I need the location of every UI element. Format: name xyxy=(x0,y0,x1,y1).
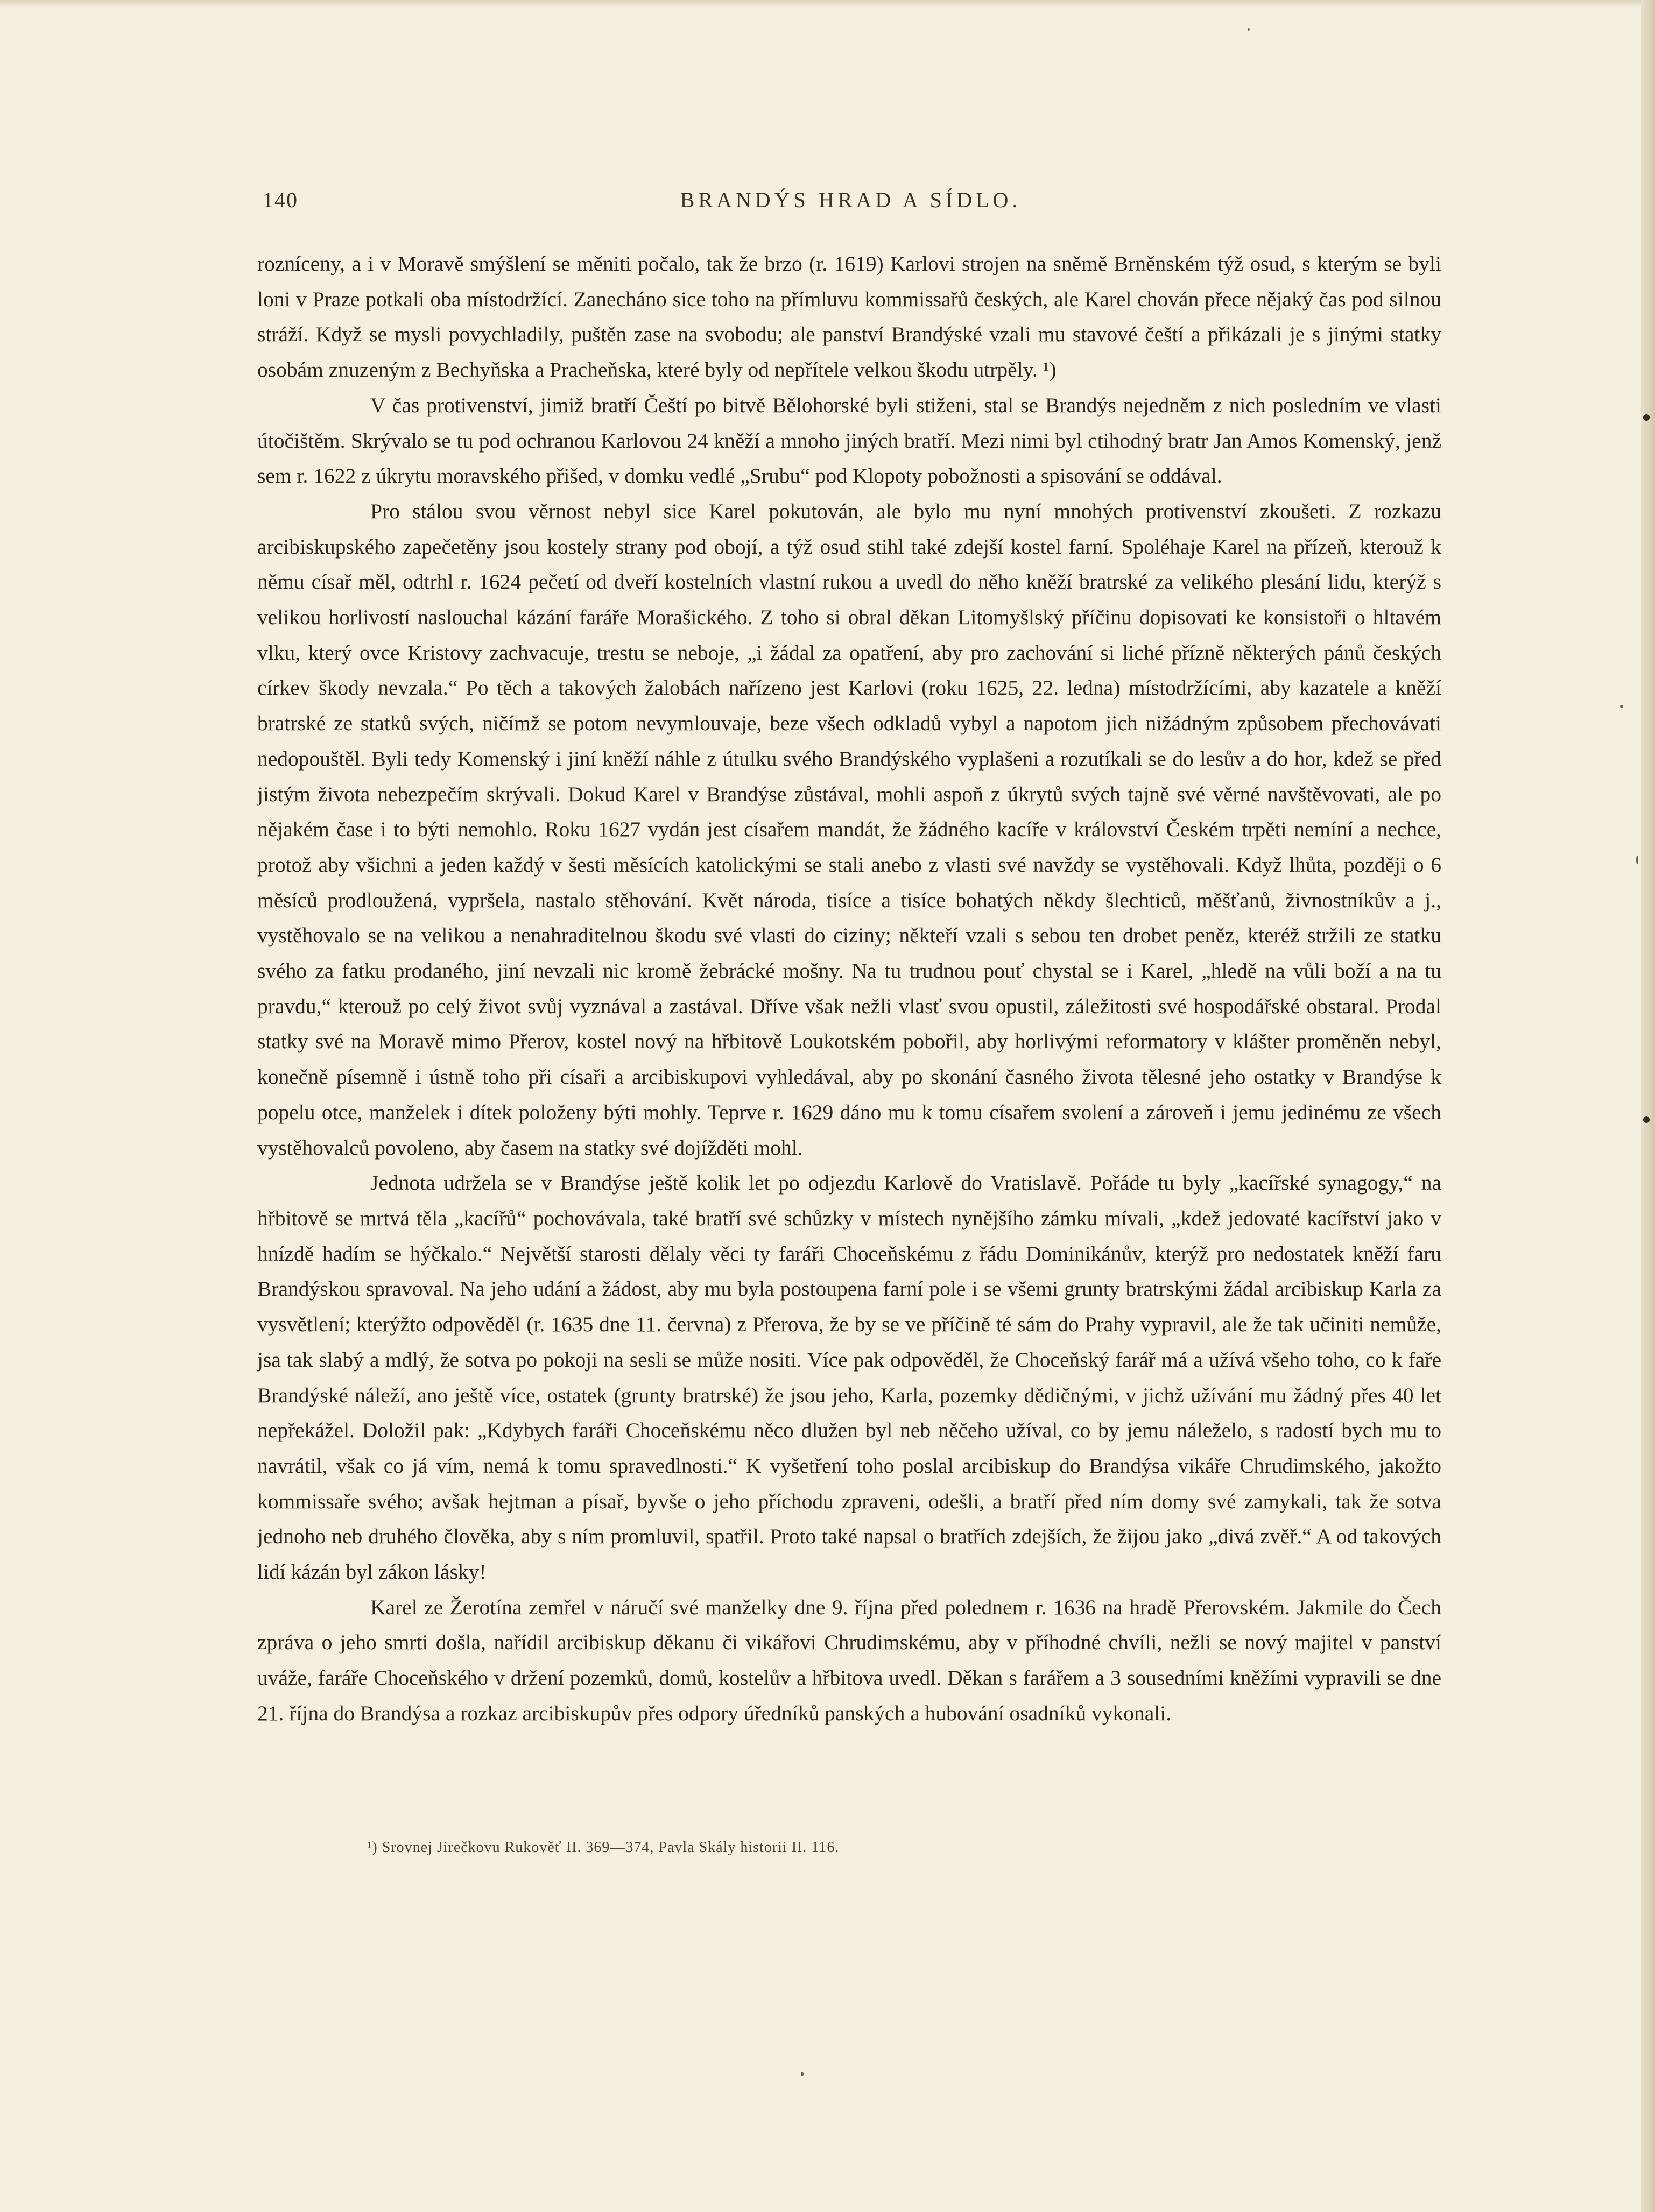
margin-speck xyxy=(1636,856,1638,864)
paragraph-1: rozníceny, a i v Moravě smýšlení se měniti počalo, tak že brzo (r. 1619) Karlovi strojen na sněmě Brněnském týž osud, s kterým se byli loni v Praze potkali oba místodržící. Zanecháno sice toho na přímluvu kommissařů českých, ale Karel chován přece nějaký čas pod silnou stráží. Když se mysli povychladily, puštěn zase na svobodu; ale panství Brandýské vzali mu stavové čeští a přikázali je s jinými statky osobám znuzeným z Bechyňska a Pracheňska, které byly od nepřítele velkou škodu utrpěly. ¹) xyxy=(257,252,1441,382)
paragraph-2: V čas protivenství, jimiž bratří Čeští po bitvě Bělohorské byli stiženi, stal se Brandýs nejedněm z nich posledním ve vlasti útočištěm. Skrývalo se tu pod ochranou Karlovou 24 kněží a mnoho jiných bratří. Mezi nimi byl ctihodný bratr Jan Amos Komenský, jenž sem r. 1622 z úkrytu moravského přišed, v domku vedlé „Srubu“ pod Klopoty pobožnosti a spisování se oddával. xyxy=(257,393,1441,488)
page-top-edge xyxy=(0,0,1655,8)
running-title: BRANDÝS HRAD A SÍDLO. xyxy=(680,188,1022,212)
body-text xyxy=(257,246,1441,1732)
paragraph-4: Jednota udržela se v Brandýse ještě kolik let po odjezdu Karlově do Vratislavě. Pořáde tu byly „kacířské synagogy,“ na hřbitově se mrtvá těla „kacířů“ pochovávala, také bratří své schůzky v místech nynějšího zámku mívali, „kdež jedovaté kacířství jako v hnízdě hadím se hýčkalo.“ Největší starosti dělaly věci ty faráři Choceňskému z řádu Dominikánův, kterýž pro nedostatek kněží faru Brandýskou spravoval. Na jeho udání a žádost, aby mu byla postoupena farní pole i se všemi grunty bratrskými žádal arcibiskup Karla za vysvětlení; kterýžto odpověděl (r. 1635 dne 11. června) z Přerova, že by se ve příčině té sám do Prahy vypravil, ale že tak učiniti nemůže, jsa tak slabý a mdlý, že sotva po pokoji na sesli se může nositi. Více pak odpověděl, že Choceňský farář má a užívá všeho toho, co k faře Brandýské náleží, ano ještě více, ostatek (grunty bratrské) že jsou jeho, Karla, pozemky dědičnými, v jichž užívání mu žádný přes 40 let nepřekážel. Doložil pak: „Kdybych faráři Choceňskému něco dlužen byl neb něčeho užíval, co by jemu náleželo, s radostí bych mu to navrátil, však co já vím, nemá k tomu spravedlnosti.“ K vyšetření toho poslal arcibiskup do Brandýsa vikáře Chrudimského, jakožto kommissaře svého; avšak hejtman a písař, byvše o jeho příchodu zpraveni, odešli, a bratří před ním domy své zamykali, tak že sotva jednoho neb druhého člověka, aby s ním promluvil, spatřil. Proto také napsal o bratřích zdejších, že žijou jako „divá zvěř.“ A od takových lidí kázán byl zákon lásky! xyxy=(257,1171,1441,1584)
paragraph-5: Karel ze Žerotína zemřel v náručí své manželky dne 9. října před polednem r. 1636 na hradě Přerovském. Jakmile do Čech zpráva o jeho smrti došla, nařídil arcibiskup děkanu či vikářovi Chrudimskému, aby v příhodné chvíli, nežli se nový majitel v panství uváže, faráře Choceňského v držení pozemků, domů, kostelův a hřbitova uvedl. Děkan s farářem a 3 sousedními kněžími vypravili se dne 21. října do Brandýsa a rozkaz arcibiskupův přes odpory úředníků panských a hubování osadníků vykonali. xyxy=(257,1595,1441,1725)
paper-speck xyxy=(801,2072,804,2076)
footnote: ¹) Srovnej Jirečkovu Rukověť II. 369—374, Pavla Skály historii II. 116. xyxy=(367,1839,840,1856)
paragraph-3: Pro stálou svou věrnost nebyl sice Karel pokutován, ale bylo mu nyní mnohých protivenství zkoušeti. Z rozkazu arcibiskupského zapečetěny jsou kostely strany pod obojí, a týž osud stihl také zdejší kostel farní. Spoléhaje Karel na přízeň, kterouž k němu císař měl, odtrhl r. 1624 pečetí od dveří kostelních vlastní rukou a uvedl do něho kněží bratrské za velikého plesání lidu, kterýž s velikou horlivostí naslouchal kázání faráře Morašického. Z toho si obral děkan Litomyšlský příčinu dopisovati ke konsistoři o hltavém vlku, který ovce Kristovy zachvacuje, trestu se neboje, „i žádal za opatření, aby pro zachování si liché přízně některých pánů českých církev škody nevzala.“ Po těch a takových žalobách nařízeno jest Karlovi (roku 1625, 22. ledna) místodržícími, aby kazatele a kněží bratrské ze statků svých, ničímž se potom nevymlouvaje, beze všech odkladů vybyl a napotom jich nižádným způsobem přechovávati nedopouštěl. Byli tedy Komenský i jiní kněží náhle z útulku svého Brandýského vyplašeni a rozutíkali se do lesův a do hor, kdež se před jistým života nebezpečím skrývali. Dokud Karel v Brandýse zůstával, mohli aspoň z úkrytů svých tajně své věrné navštěvovati, ale po nějakém čase i to býti nemohlo. Roku 1627 vydán jest císařem mandát, že žádného kacíře v království Českém trpěti nemíní a nechce, protož aby všichni a jeden každý v šesti měsících katolickými se stali anebo z vlasti své navždy se vystěhovali. Když lhůta, později o 6 měsíců prodloužená, vypršela, nastalo stěhování. Květ národa, tisíce a tisíce bohatých někdy šlechticů, měšťanů, živnostníkův a j., vystěhovalo se na velikou a nenahraditelnou škodu své vlasti do ciziny; někteří vzali s sebou ten drobet peněz, kteréž stržili ze statku svého za fatku prodaného, jiní nevzali nic kromě žebrácké mošny. Na tu trudnou pouť chystal se i Karel, „hledě na vůli boží a na tu pravdu,“ kterouž po celý život svůj vyznával a zastával. Dříve však nežli vlasť svou opustil, záležitosti své hospodářské obstaral. Prodal statky své na Moravě mimo Přerov, kostel nový na hřbitově Loukotském pobořil, aby horlivými reformatory v klášter proměněn nebyl, konečně písemně i ústně toho při císaři a arcibiskupovi vyhledával, aby po skonání časného života tělesné jeho ostatky v Brandýse k popelu otce, manželek i dítek položeny býti mohly. Teprve r. 1629 dáno mu k tomu císařem svolení a zároveň i jemu jedinému ze všech vystěhovalců povoleno, aby časem na statky své dojížděti mohl. xyxy=(257,499,1441,1160)
page-right-edge xyxy=(1641,0,1655,2212)
paper-speck xyxy=(1248,28,1250,31)
page-header xyxy=(263,187,1439,220)
margin-dot xyxy=(1643,1116,1650,1123)
page-number: 140 xyxy=(263,188,298,212)
margin-dot xyxy=(1643,414,1650,421)
margin-speck xyxy=(1620,705,1623,708)
